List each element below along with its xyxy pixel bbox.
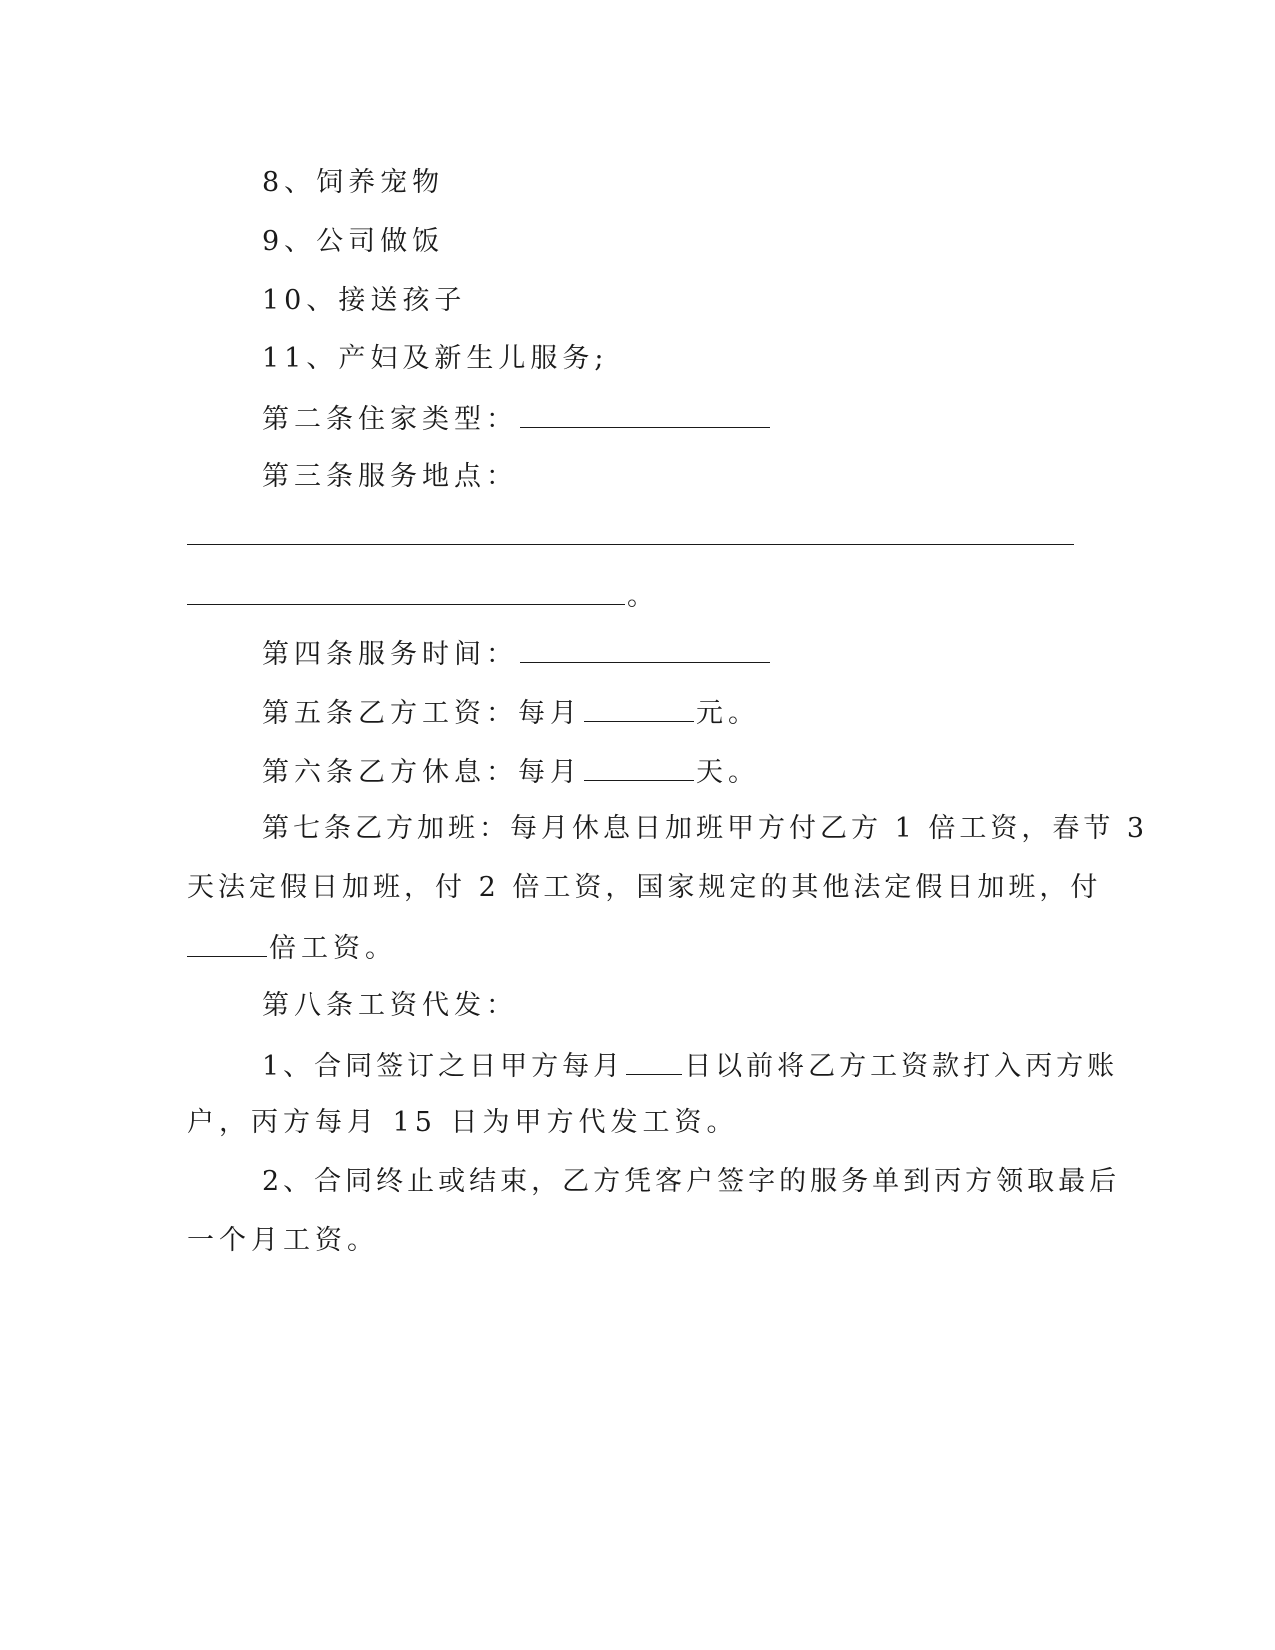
service-item-8: 8、饲养宠物 xyxy=(262,167,445,198)
article-8-1-part-2: 日以前将乙方工资款打入丙方账 xyxy=(684,1051,1119,1082)
article-2 xyxy=(262,401,772,437)
article-8-1-line-2: 户，丙方每月 15 日为甲方代发工资。 xyxy=(187,1107,739,1138)
article-3-label: 第三条服务地点： xyxy=(262,461,518,492)
article-6-label: 第六条乙方休息：每月 xyxy=(262,757,582,788)
article-6 xyxy=(262,754,760,790)
service-item-9: 9、公司做饭 xyxy=(262,226,445,257)
service-time-blank xyxy=(520,636,770,663)
article-6-unit: 天。 xyxy=(696,757,760,788)
article-7-line-3 xyxy=(187,930,397,966)
article-4 xyxy=(262,636,772,672)
salary-blank xyxy=(584,695,694,722)
article-2-label: 第二条住家类型： xyxy=(262,404,518,435)
article-8-2-line-2: 一个月工资。 xyxy=(187,1225,379,1256)
service-item-11: 11、产妇及新生儿服务; xyxy=(262,343,609,374)
article-7-line-2: 天法定假日加班，付 2 倍工资，国家规定的其他法定假日加班，付 xyxy=(187,872,1102,903)
article-3-end: 。 xyxy=(627,581,659,612)
article-8-1-line-1 xyxy=(262,1048,1118,1084)
service-item-10: 10、接送孩子 xyxy=(262,285,467,316)
article-4-label: 第四条服务时间： xyxy=(262,639,518,670)
article-8-label: 第八条工资代发： xyxy=(262,990,518,1021)
article-5-unit: 元。 xyxy=(696,698,760,729)
article-8-2-line-1: 2、合同终止或结束，乙方凭客户签字的服务单到丙方领取最后 xyxy=(262,1166,1121,1197)
residence-type-blank xyxy=(520,401,770,428)
article-3-line-2 xyxy=(187,578,659,614)
article-8-1-part-1: 1、合同签订之日甲方每月 xyxy=(262,1051,625,1082)
article-5 xyxy=(262,695,760,731)
service-location-blank-line-1 xyxy=(187,544,1074,545)
overtime-multiplier-blank xyxy=(187,930,267,957)
payment-day-blank xyxy=(626,1048,682,1075)
article-5-label: 第五条乙方工资：每月 xyxy=(262,698,582,729)
article-7-line-1: 第七条乙方加班：每月休息日加班甲方付乙方 1 倍工资，春节 3 xyxy=(262,813,1149,844)
article-7-line-3-end: 倍工资。 xyxy=(269,933,397,964)
service-location-blank-line-2 xyxy=(187,578,625,605)
rest-days-blank xyxy=(584,754,694,781)
